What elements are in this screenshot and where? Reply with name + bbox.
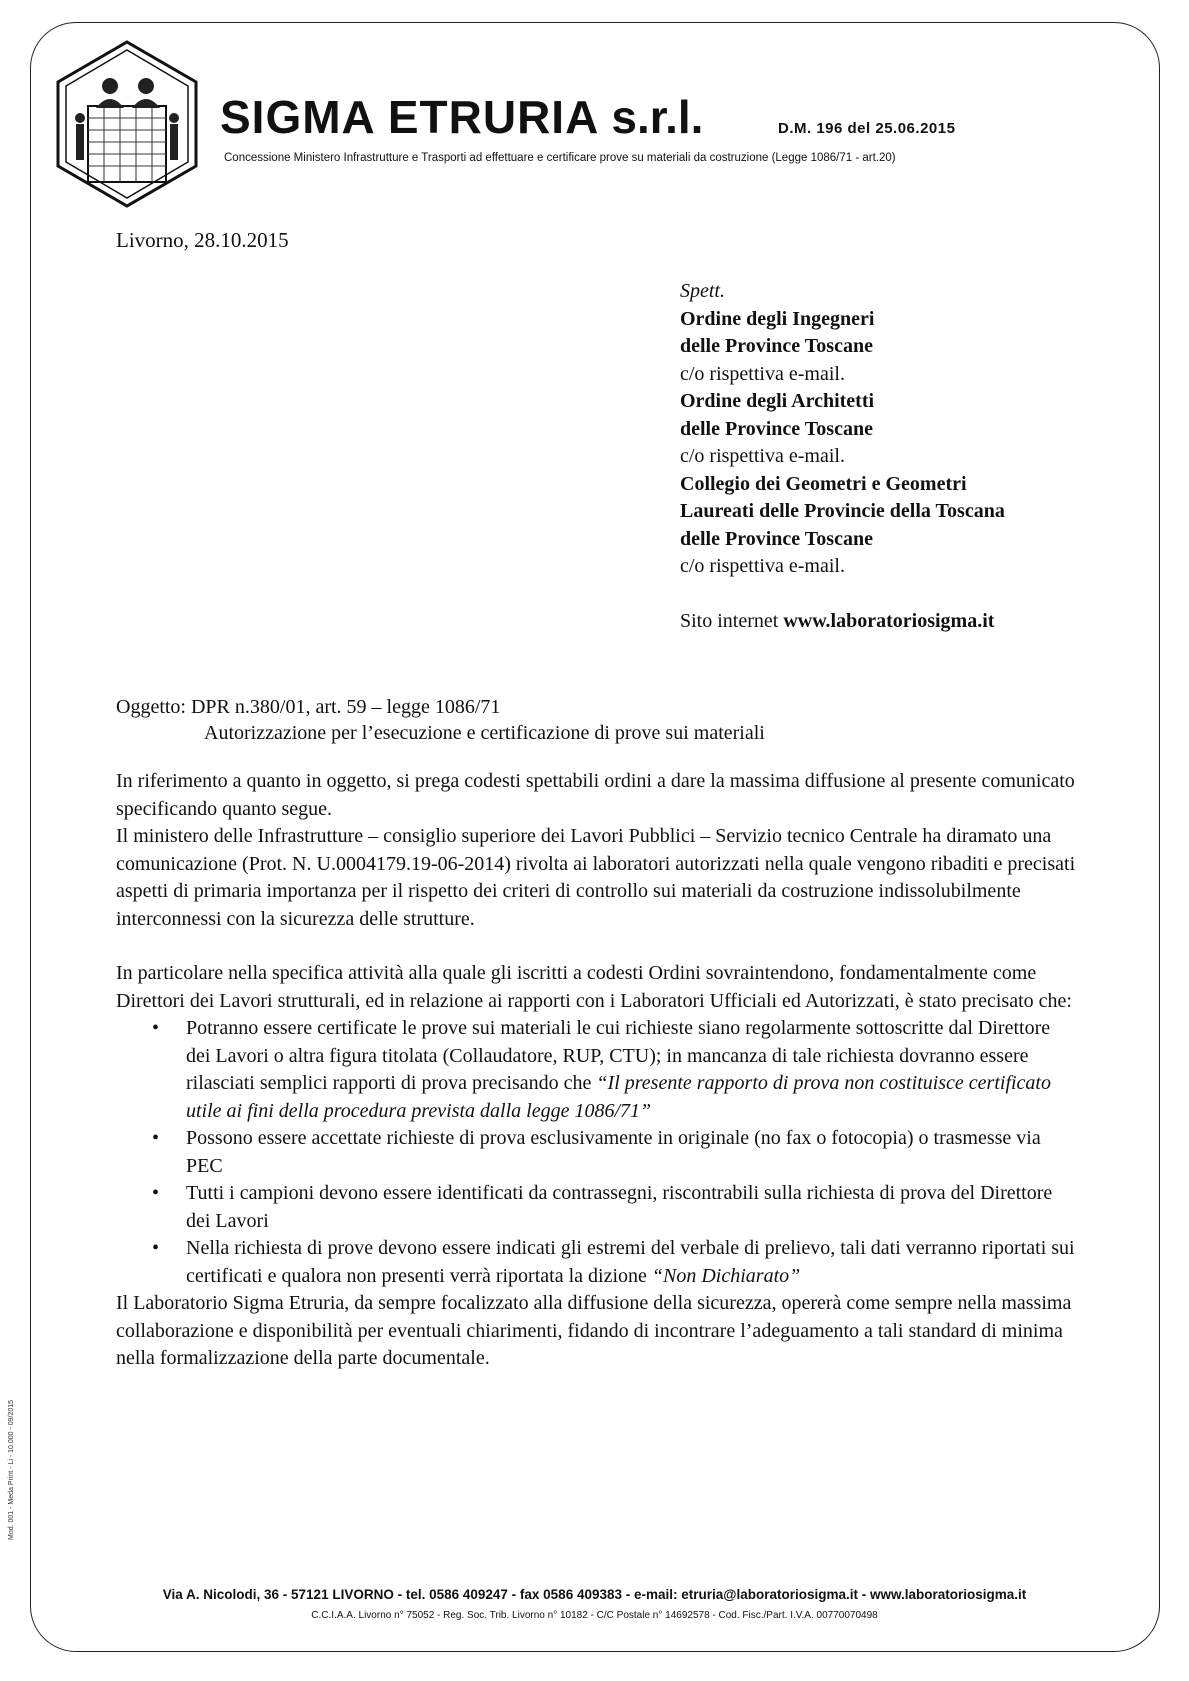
company-suffix: s.r.l.: [611, 91, 704, 143]
list-item: [152, 1235, 1076, 1290]
recipient-3-name-cont: Laureati delle Provincie della Toscana: [680, 500, 1005, 522]
footer-contacts: Via A. Nicolodi, 36 - 57121 LIVORNO - tel. 0586 409247 - fax 0586 409383 - e-mail: etruria@laboratoriosigma.it - www.laboratoriosigma.it: [162, 1587, 1027, 1602]
list-item: [152, 1180, 1076, 1235]
recipient-3-name: Collegio dei Geometri e Geometri: [680, 472, 967, 495]
letter-body: [116, 768, 1076, 1373]
bullet-icon: •: [152, 1182, 160, 1204]
website-link[interactable]: www.laboratoriosigma.it: [783, 609, 995, 632]
place-date: Livorno, 28.10.2015: [116, 228, 289, 252]
requirements-list: [116, 1015, 1076, 1290]
concession-line: Concessione Ministero Infrastrutture e Trasporti ad effettuare e certificare prove su materiali da costruzione (Legge 1086/71 - art.20): [224, 152, 896, 164]
website-label: Sito internet: [680, 609, 784, 632]
list-item: [152, 1125, 1076, 1180]
list-item-text: Nella richiesta di prove devono essere indicati gli estremi del verbale di prelievo, tali dati verranno riportati sui certificati e qualora non presenti verrà riportata la dizione: [186, 1237, 1075, 1287]
decree-reference: D.M. 196 del 25.06.2015: [778, 120, 956, 137]
recipients-block: [680, 278, 1005, 635]
recipient-3-region: delle Province Toscane: [680, 527, 873, 550]
list-item-text: Tutti i campioni devono essere identificati da contrassegni, riscontrabili sulla richiesta di prova del Direttore dei Lavori: [186, 1182, 1053, 1232]
subject-line-2: Autorizzazione per l’esecuzione e certificazione di prove sui materiali: [204, 722, 765, 744]
recipient-2-name: Ordine degli Architetti: [680, 390, 875, 412]
recipient-1-name: Ordine degli Ingegneri: [680, 307, 875, 330]
hexagon-emblem-icon: [52, 38, 202, 210]
salutation: Spett.: [680, 280, 725, 302]
bullet-icon: •: [152, 1017, 160, 1039]
recipient-1-region: delle Province Toscane: [680, 335, 873, 357]
footer-registry: C.C.I.A.A. Livorno n° 75052 - Reg. Soc. Trib. Livorno n° 10182 - C/C Postale n° 14692578 - Cod. Fisc./Part. I.V.A. 00770070498: [311, 1610, 878, 1621]
recipient-3-via: c/o rispettiva e-mail.: [680, 555, 845, 577]
company-name: [220, 90, 703, 144]
body-paragraph-3: In particolare nella specifica attività alla quale gli iscritti a codesti Ordini sovraintendono, fondamentalmente come Direttori dei Lavori strutturali, ed in relazione ai rapporti con i Laboratori Ufficiali ed Autorizzati, è stato precisato che:: [116, 962, 1072, 1012]
list-item-quote: “Il presente rapporto di prova non costituisce certificato utile ai fini della procedura prevista dalla legge 1086/71”: [186, 1072, 1051, 1122]
subject-block: [116, 694, 765, 746]
company-name-text: SIGMA ETRURIA: [220, 91, 598, 143]
list-item: [152, 1015, 1076, 1125]
body-paragraph-4: Il Laboratorio Sigma Etruria, da sempre focalizzato alla diffusione della sicurezza, opererà come sempre nella massima collaborazione e disponibilità per eventuali chiarimenti, fidando di incontrare l’adeguamento a tali standard di minima nella formalizzazione della parte documentale.: [116, 1292, 1072, 1369]
subject-line-1: Oggetto: DPR n.380/01, art. 59 – legge 1086/71: [116, 696, 501, 718]
bullet-icon: •: [152, 1237, 160, 1259]
recipient-1-via: c/o rispettiva e-mail.: [680, 362, 845, 385]
body-paragraph-2: Il ministero delle Infrastrutture – consiglio superiore dei Lavori Pubblici – Servizio tecnico Centrale ha diramato una comunicazione (Prot. N. U.0004179.19-06-2014) rivolta ai laboratori autorizzati nella quale vengono ribaditi e precisati aspetti di primaria importanza per il rispetto dei criteri di controllo sui materiali da costruzione indissolubilmente interconnessi con la sicurezza delle strutture.: [116, 825, 1076, 930]
recipient-2-region: delle Province Toscane: [680, 417, 873, 440]
list-item-quote: “Non Dichiarato”: [651, 1264, 801, 1287]
bullet-icon: •: [152, 1127, 160, 1149]
recipient-2-via: c/o rispettiva e-mail.: [680, 445, 845, 467]
website-line: [680, 608, 1005, 636]
list-item-text: Possono essere accettate richieste di prova esclusivamente in originale (no fax o fotocopia) o trasmesse via PEC: [186, 1127, 1041, 1177]
list-item-text: Potranno essere certificate le prove sui materiali le cui richieste siano regolarmente sottoscritte dal Direttore dei Lavori o altra figura titolata (Collaudatore, RUP, CTU); in mancanza di tale richiesta dovranno essere rilasciati semplici rapporti di prova precisando che: [186, 1017, 1051, 1094]
body-paragraph-1: In riferimento a quanto in oggetto, si prega codesti spettabili ordini a dare la massima diffusione al presente comunicato specificando quanto segue.: [116, 770, 1075, 820]
print-code: Mod. 001 - Meda Print - Li - 10.000 - 09/2015: [8, 1399, 15, 1540]
